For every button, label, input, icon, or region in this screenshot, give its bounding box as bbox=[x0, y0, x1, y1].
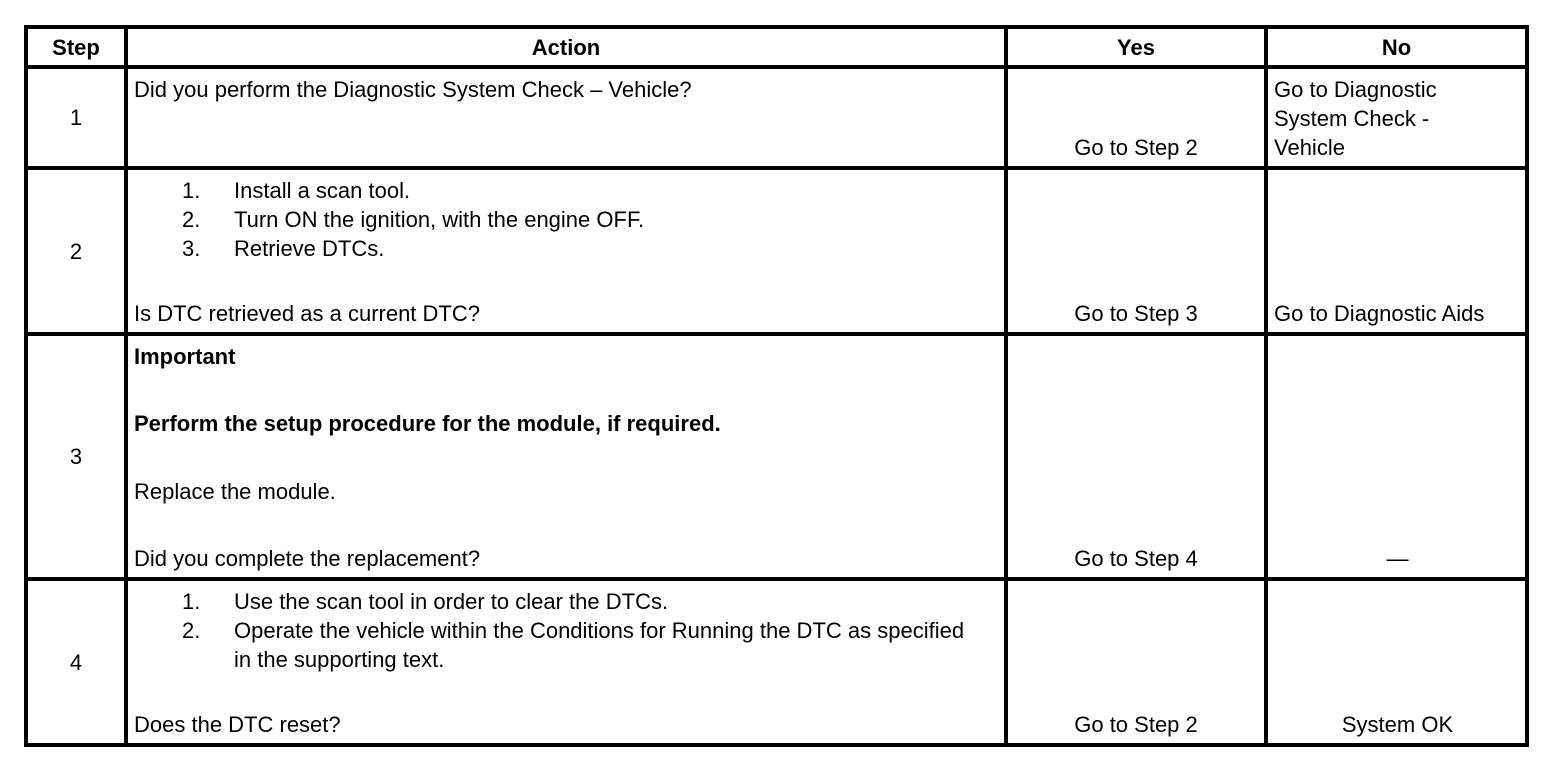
action-question: Is DTC retrieved as a current DTC? bbox=[134, 301, 480, 326]
important-label: Important bbox=[134, 344, 236, 369]
table-row-step-2 bbox=[26, 168, 1527, 334]
no-cell: — bbox=[1266, 334, 1527, 579]
action-question: Did you perform the Diagnostic System Check – Vehicle? bbox=[134, 77, 692, 102]
numbered-list bbox=[134, 176, 996, 263]
header-row bbox=[26, 27, 1527, 67]
action-cell bbox=[126, 334, 1006, 579]
action-question: Did you complete the replacement? bbox=[134, 545, 481, 571]
header-step: Step bbox=[26, 27, 126, 67]
list-item: 1. Install a scan tool. bbox=[182, 178, 411, 203]
list-item: 1. Use the scan tool in order to clear the DTCs. bbox=[182, 589, 669, 614]
step-number: 3 bbox=[26, 334, 126, 579]
no-text: Go to Diagnostic System Check - Vehicle bbox=[1274, 77, 1437, 160]
important-text: Perform the setup procedure for the module, if required. bbox=[134, 411, 721, 437]
table-row-step-1 bbox=[26, 67, 1527, 168]
step-number: 2 bbox=[26, 168, 126, 334]
no-cell: System OK bbox=[1266, 579, 1527, 745]
yes-cell: Go to Step 3 bbox=[1006, 168, 1266, 334]
list-item: 2. Operate the vehicle within the Conditions for Running the DTC as specified in the supporting text. bbox=[182, 618, 965, 672]
header-yes: Yes bbox=[1006, 27, 1266, 67]
action-question: Does the DTC reset? bbox=[134, 712, 341, 737]
step-number: 1 bbox=[26, 67, 126, 168]
instruction-text: Replace the module. bbox=[134, 478, 336, 504]
no-cell bbox=[1266, 67, 1527, 168]
action-cell bbox=[126, 168, 1006, 334]
table-row-step-4 bbox=[26, 579, 1527, 745]
list-item: 2. Turn ON the ignition, with the engine OFF. bbox=[182, 207, 645, 232]
list-item: 3. Retrieve DTCs. bbox=[182, 236, 385, 261]
header-no: No bbox=[1266, 27, 1527, 67]
yes-cell: Go to Step 2 bbox=[1006, 579, 1266, 745]
step-number: 4 bbox=[26, 579, 126, 745]
yes-cell: Go to Step 2 bbox=[1006, 67, 1266, 168]
yes-cell: Go to Step 4 bbox=[1006, 334, 1266, 579]
table-row-step-3 bbox=[26, 334, 1527, 579]
diagnostic-table bbox=[24, 25, 1529, 747]
no-cell: Go to Diagnostic Aids bbox=[1266, 168, 1527, 334]
header-action: Action bbox=[126, 27, 1006, 67]
action-cell bbox=[126, 579, 1006, 745]
numbered-list bbox=[134, 587, 996, 674]
action-cell bbox=[126, 67, 1006, 168]
